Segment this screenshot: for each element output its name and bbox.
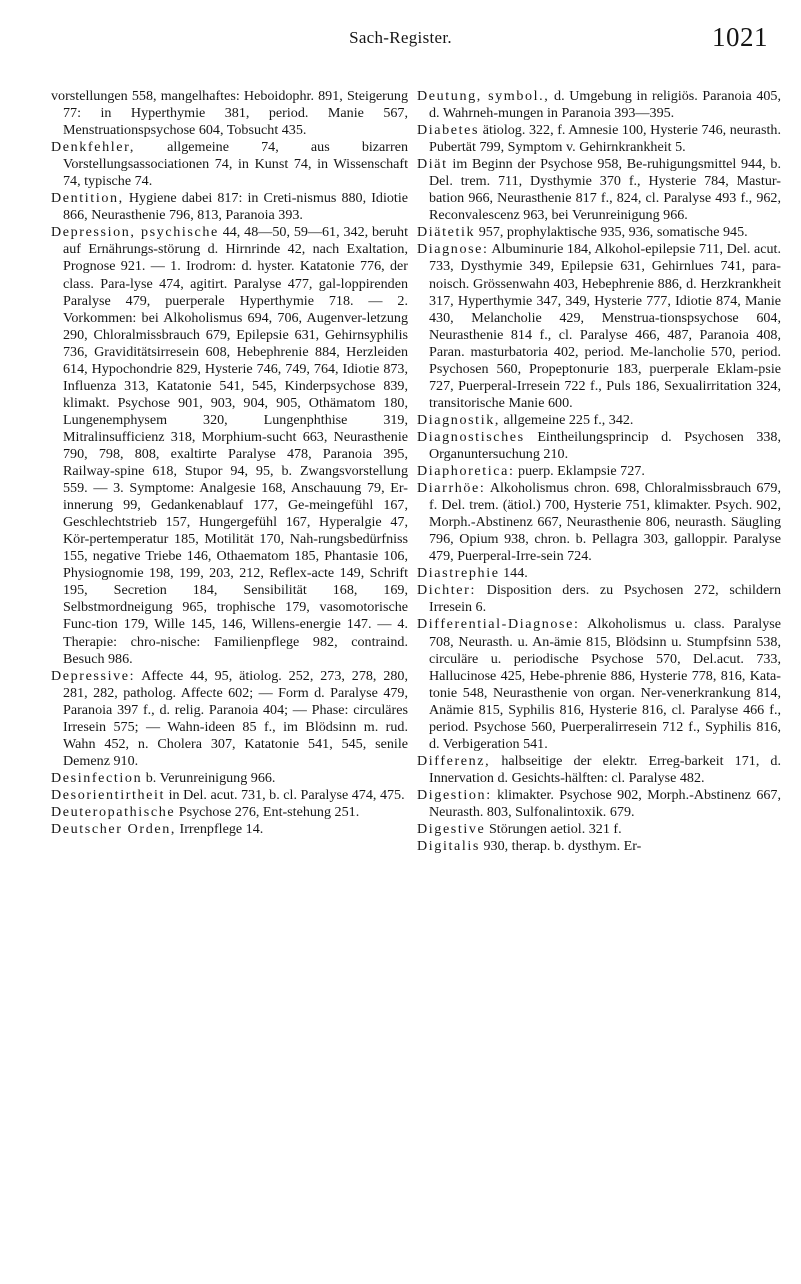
index-term: Deutung, symbol., [417, 88, 550, 104]
index-term: Diarrhöe: [417, 480, 486, 497]
index-entry [51, 88, 408, 139]
running-title: Sach-Register. [349, 28, 452, 47]
index-entry [417, 412, 781, 429]
page-number: 1021 [712, 22, 768, 52]
index-entry [51, 821, 408, 838]
index-entry-text: 44, 48—50, 59—61, 342, beruht auf Ernährungs-störung d. Hirnrinde 42, nach Exaltation, Prognose 921. — 1. Irodrom: d. hyster. Katatonie 776, der class. Para-lyse 474, agitirt. Paralyse 477, gal-loppirenden Paralyse 479, puerperale Hyperthymie 718. — 2. Vorkommen: bei Alkoholismus 694, 706, Augenver-letzung 290, Chloralmissbrauch 679, Epilepsie 631, Gehirnsyphilis 736, Graviditätsirresein 608, Hebephrenie 884, Herzleiden 614, Hypochondrie 829, Hysterie 746, 749, 764, Idiotie 873, Influenza 313, Katatonie 541, 545, Kinderpsychose 839, klimakt. Psychose 901, 903, 904, 905, Othämatom 180, Lungenemphysem 320, Lungenphthise 319, Mitralinsufficienz 318, Morphium-sucht 663, Neurasthenie 790, 798, 808, exaltirte Paralyse 478, Paranoia 395, Railway-spine 618, Stupor 94, 95, b. Zwangsvorstellung 559. — 3. Symptome: Analgesie 168, Anschauung 79, Er-innerung 99, Gedankenablauf 177, Ge-meingefühl 167, Geschlechtstrieb 157, Hungergefühl 167, Hyperalgie 47, Kör-pertemperatur 185, Motilität 170, Nah-rungsbedürfniss 155, negative Triebe 146, Othaematom 185, Phantasie 106, Physiognomie 198, 199, 203, 212, Reflex-acte 149, Schrift 195, Secretion 184, Sensibilität 168, 169, Selbstmordneigung 965, trophische 179, vasomotorische Func-tion 179, Wille 145, 146, Willens-energie 147. — 4. Therapie: chro-nische: Familienpflege 982, contraind. Besuch 986. [63, 224, 408, 667]
index-entry-text: 957, prophylaktische 935, 936, somatische 945. [478, 224, 748, 241]
index-entry-text: Affecte 44, 95, ätiolog. 252, 273, 278, 280, 281, 282, patholog. Affecte 602; — Form d. Paralyse 479, Paranoia 397 f., d. relig. Paranoia 404; — Phase: circuläres Irresein 575; — Wahn-ideen 85 f., im Blödsinn m. rud. Wahn 452, n. Cholera 307, Katatonie 541, 545, senile Demenz 910. [63, 667, 408, 769]
index-term: Digestion: [417, 786, 492, 803]
index-entry [417, 122, 781, 156]
index-entry-text: Disposition ders. zu Psychosen 272, schildern Irresein 6. [429, 582, 781, 616]
index-entry [417, 429, 781, 463]
index-term: Digitalis [417, 838, 480, 855]
index-term: Diätetik [417, 224, 476, 241]
index-entry-text: Psychose 276, Ent-stehung 251. [178, 803, 360, 820]
index-entry-text: allgemeine 225 f., 342. [503, 411, 634, 428]
index-entry-text: allgemeine 74, aus bizarren Vorstellungsassociationen 74, in Kunst 74, in Wissenschaft 74, typische 74. [63, 139, 408, 190]
index-entry-text: Hygiene dabei 817: in Creti-nismus 880, Idiotie 866, Neurasthenie 796, 813, Paranoia 393. [63, 190, 408, 224]
index-entry-text: halbseitige der elektr. Erreg-barkeit 171, d. Innervation d. Gesichts-hälften: cl. Paralyse 482. [429, 752, 781, 786]
index-entry [417, 787, 781, 821]
index-entry [51, 770, 408, 787]
index-term: Desorientirtheit [51, 786, 166, 803]
index-term: Differenz, [417, 752, 491, 769]
index-entry-text: d. Umgebung in religiös. Paranoia 405, d. Wahrneh-mungen in Paranoia 393—395. [429, 88, 781, 122]
index-entry [417, 616, 781, 752]
index-entry [417, 156, 781, 224]
index-entry [51, 190, 408, 224]
index-entry-text: vorstellungen 558, mangelhaftes: Heboidophr. 891, Steigerung 77: in Hyperthymie 381, period. Manie 567, Menstruationspsychose 604, Tobsucht 435. [51, 88, 408, 139]
index-entry-text: Eintheilungsprincip d. Psychosen 338, Organuntersuchung 210. [429, 428, 781, 462]
index-entry [51, 668, 408, 770]
index-entry [417, 753, 781, 787]
index-entry-text: b. Verunreinigung 966. [145, 769, 276, 786]
index-entry [417, 480, 781, 565]
index-term: Diät [417, 156, 448, 173]
right-column [417, 88, 781, 855]
index-entry [417, 821, 781, 838]
index-term: Deutscher Orden, [51, 821, 176, 838]
left-column [51, 88, 408, 838]
index-entry [51, 139, 408, 190]
index-entry-text: Irrenpflege 14. [179, 821, 264, 838]
index-entry [417, 241, 781, 411]
page-header [0, 22, 801, 62]
index-term: Depressive: [51, 667, 136, 684]
index-entry [51, 224, 408, 667]
index-entry-text: Albuminurie 184, Alkohol-epilepsie 711, Del. acut. 733, Dysthymie 349, Epilepsie 631, Gehirnlues 741, para-noisch. Grössenwahn 403, Hebephrenie 886, d. Herzkrankheit 317, Hyperthymie 347, 349, Hysterie 777, Idiotie 874, Manie 430, Melancholie 429, Menstrua-tionspsychose 604, Neurasthenie 814 f., cl. Paralyse 466, 487, Paranoia 408, Paran. masturbatoria 402, period. Me-lancholie 570, period. Psychosen 560, Propeptonurie 183, puerperale Eklam-psie 727, Puerperal-Irresein 722 f., Puls 186, Sexualirritation 324, transitorische Manie 600. [429, 241, 781, 411]
index-term: Denkfehler, [51, 139, 135, 156]
index-entry-text: puerp. Eklampsie 727. [518, 463, 645, 480]
index-term: Diagnose: [417, 241, 489, 258]
index-term: Differential-Diagnose: [417, 616, 580, 633]
index-entry-text: Störungen aetiol. 321 f. [488, 821, 622, 838]
index-entry-text: ätiolog. 322, f. Amnesie 100, Hysterie 746, neurasth. Pubertät 799, Symptom v. Gehirnkrankheit 5. [429, 122, 782, 156]
index-term: Digestive [417, 821, 486, 838]
index-entry [417, 838, 781, 855]
index-entry-text: Alkoholismus u. class. Paralyse 708, Neurasth. u. An-ämie 815, Blödsinn u. Stumpfsinn 538, circuläre u. periodische Psychose 570, Del.acut. 733, Hallucinose 425, Hebe-phrenie 886, Hysterie 778, 816, Kata-tonie 548, Neurasthenie von organ. Ner-venerkrankung 814, Anämie 815, Syphilis 816, Hysterie 816, cl. Paralyse 466 f., period. Psychose 560, Puerperalirresein 712 f., Syphilis 816, d. Verbigeration 541. [429, 616, 781, 752]
index-term: Diabetes [417, 122, 480, 139]
index-entry-text: 930, therap. b. dysthym. Er- [483, 838, 642, 855]
index-entry [417, 463, 781, 480]
index-term: Diagnostik, [417, 411, 500, 428]
index-term: Diaphoretica: [417, 463, 515, 480]
index-entry [51, 804, 408, 821]
index-entry [51, 787, 408, 804]
index-entry [417, 88, 781, 122]
index-entry-text: klimakter. Psychose 902, Morph.-Abstinenz 667, Neurasth. 803, Sulfonalintoxik. 679. [429, 786, 781, 820]
index-term: Dichter: [417, 582, 476, 599]
index-entry [417, 224, 781, 241]
index-term: Desinfection [51, 769, 143, 786]
index-entry-text: im Beginn der Psychose 958, Be-ruhigungsmittel 944, b. Del. trem. 711, Dysthymie 370 f., Hysterie 784, Mastur-bation 966, Neurasthenie 817 f., 824, cl. Paralyse 493 f., 962, Reconvalescenz 963, bei Verunreinigung 966. [429, 156, 782, 224]
index-entry [417, 565, 781, 582]
index-entry-text: in Del. acut. 731, b. cl. Paralyse 474, 475. [168, 786, 405, 803]
index-entry [417, 582, 781, 616]
index-entry-text: 144. [503, 565, 528, 582]
index-entry-text: Alkoholismus chron. 698, Chloralmissbrauch 679, f. Del. trem. (ätiol.) 700, Hysterie 751, klimakter. Psych. 902, Morph.-Abstinenz 667, Neurasthenie 806, neurasth. Säugling 796, Opium 938, chron. b. Pellagra 303, galloppir. Paralyse 479, Puerperal-Irre-sein 724. [429, 480, 782, 565]
index-term: Depression, psychische [51, 224, 219, 241]
index-term: Dentition, [51, 190, 124, 207]
index-term: Diastrephie [417, 565, 500, 582]
index-term: Deuteropathische [51, 803, 176, 820]
index-term: Diagnostisches [417, 428, 525, 445]
